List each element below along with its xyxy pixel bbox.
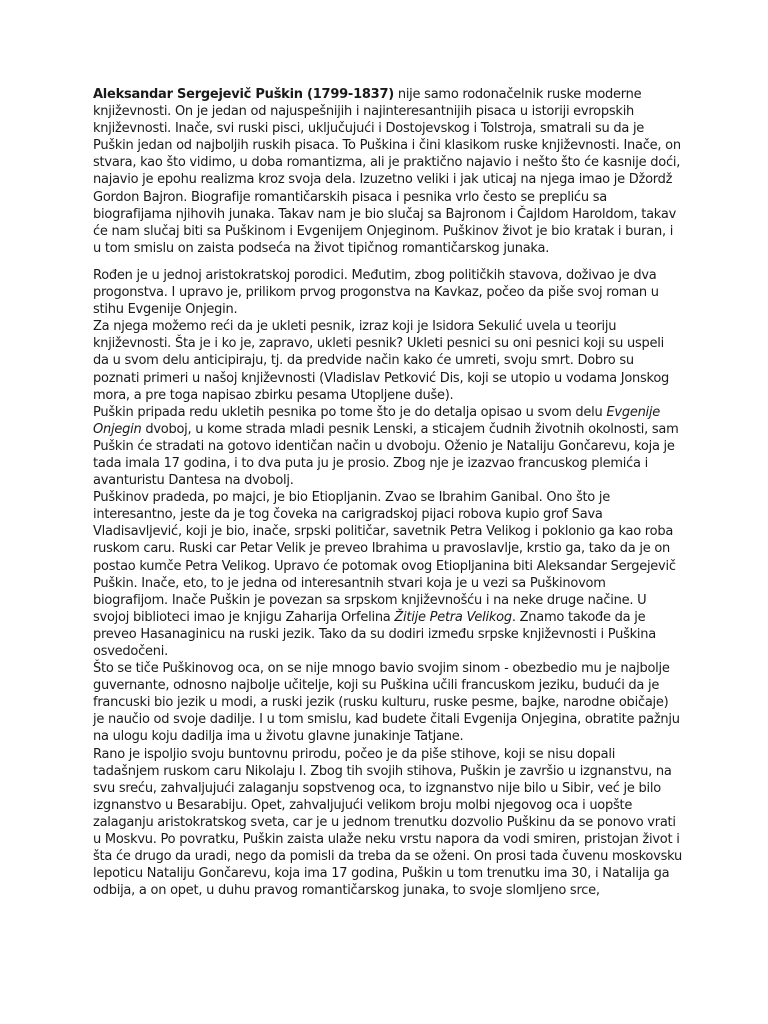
intro-paragraph	[93, 86, 683, 257]
work-title-zitije: Žitije Petra Velikog	[394, 609, 512, 625]
birth-paragraph: Rođen je u jednoj aristokratskoj porodici. Međutim, zbog političkih stavova, doživao je dva progonstva. I upravo je, prilikom prvog progonstva na Kavkaz, počeo da piše svoj roman u stihu Evgenije Onjegin.	[93, 267, 659, 318]
cursed-poet-paragraph: Za njega možemo reći da je ukleti pesnik, izraz koji je Isidora Sekulić uvela u teoriju književnosti. Šta je i ko je, zapravo, ukleti pesnik? Ukleti pesnici su oni pesnici koji su uspeli da u svom delu anticipiraju, tj. da predvide način kako će umreti, svoju smrt. Dobro su poznati primeri u našoj književnosti (Vladislav Petković Dis, koji se utopio u vodama Jonskog mora, a pre toga napisao zbirku pesama Utopljene duše).	[93, 319, 670, 403]
rebellion-paragraph: Rano je ispoljio svoju buntovnu prirodu, počeo je da piše stihove, koji se nisu dopali tadašnjem ruskom caru Nikolaju I. Zbog tih svojih stihova, Puškin je završio u izgnanstvu, na svu sreću, zahvaljujući zalaganju sopstvenog oca, to izgnanstvo nije bilo u Sibir, već je bilo izgnanstvo u Besarabiju. Opet, zahvaljujući velikom broju molbi njegovog oca i uopšte zalaganju aristokratskog sveta, car je u jednom trenutku dozvolio Puškinu da se ponovo vrati u Moskvu. Po povratku, Puškin zaista ulaže neku vrstu napora da vodi smiren, pristojan život i šta će drugo da uradi, nego da pomisli da treba da se oženi. On prosi tada čuvenu moskovsku lepoticu Nataliju Gončarevu, koja ima 17 godina, Puškin u tom trenutku ima 30, i Natalija ga odbija, a on opet, u duhu pravog romantičarskog junaka, to svoje slomljeno srce,	[93, 746, 682, 899]
author-name-heading: Aleksandar Sergejevič Puškin (1799-1837)	[93, 87, 394, 102]
ancestor-text-after: . Znamo takođe da je preveo Hasanaginicu na ruski jezik. Tako da su dodiri između srpske književnosti i Puškina osvedočeni.	[93, 609, 656, 659]
duel-paragraph	[93, 404, 683, 489]
duel-text-after: dvoboj, u kome strada mladi pesnik Lenski, a sticajem čudnih životnih okolnosti, sam Puškin će stradati na gotovo identičan način u dvoboju. Oženio je Nataliju Gončarevu, koja je tada imala 17 godina, i to dva puta ju je prosio. Zbog nje je izazvao francuskog plemića i avanturistu Dantesa na dvobolj.	[93, 421, 679, 489]
father-paragraph: Što se tiče Puškinovog oca, on se nije mnogo bavio svojim sinom - obezbedio mu je najbolje guvernante, odnosno najbolje učitelje, koji su Puškina učili francuskom jeziku, budući da je francuski bio jezik u modi, a ruski jezik (rusku kulturu, ruske pesme, bajke, narodne običaje) je naučio od svoje dadilje. I u tom smislu, kad budete čitali Evgenija Onjegina, obratite pažnju na ulogu koju dadilja ima u životu glavne junakinje Tatjane.	[93, 661, 680, 745]
ancestor-text-before: Puškinov pradeda, po majci, je bio Etiopljanin. Zvao se Ibrahim Ganibal. Ono što je interesantno, jeste da je tog čoveka na carigradskoj pijaci robova kupio grof Sava Vladisavljević, koji je bio, inače, srpski političar, savetnik Petra Velikog i poklonio ga kao roba ruskom caru. Ruski car Petar Velik je preveo Ibrahima u pravoslavlje, krstio ga, tako da je on postao kumče Petra Velikog. Upravo će potomak ovog Etiopljanina biti Aleksandar Sergejevič Puškin. Inače, eto, to je jedna od interesantnih stvari koja je u vezi sa Puškinovom biografijom. Inače Puškin je povezan sa srpskom književnošću i na neke druge načine. U svojoj biblioteci imao je knjigu Zaharija Orfelina	[93, 490, 676, 625]
great-grandfather-paragraph	[93, 489, 683, 660]
document-body	[93, 86, 683, 899]
duel-text-before: Puškin pripada redu ukletih pesnika po tome što je do detalja opisao u svom delu	[93, 404, 607, 420]
work-title-onegin: Evgenije Onjegin	[93, 404, 661, 437]
intro-text: nije samo rodonačelnik ruske moderne književnosti. On je jedan od najuspešnijih i najinteresantnijih pisaca u istoriji evropskih književnosti. Inače, svi ruski pisci, uključujući i Dostojevskog i Tolstroja, smatrali su da je Puškin jedan od najboljih ruskih pisaca. To Puškina i čini klasikom ruske književnosti. Inače, on stvara, kao što vidimo, u doba romantizma, ali je praktično najavio i nešto što će kasnije doći, najavio je epohu realizma kroz svoja dela. Izuzetno veliki i jak uticaj na njega imao je Džordž Gordon Bajron. Biografije romantičarskih pisaca i pesnika vrlo često se prepliću sa biografijama njihovih junaka. Takav nam je bio slučaj sa Bajronom i Čajldom Haroldom, takav će nam slučaj biti sa Puškinom i Evgenijem Onjeginom. Puškinov život je bio kratak i buran, i u tom smislu on zaista podseća na život tipičnog romantičarskog junaka.	[93, 87, 681, 256]
